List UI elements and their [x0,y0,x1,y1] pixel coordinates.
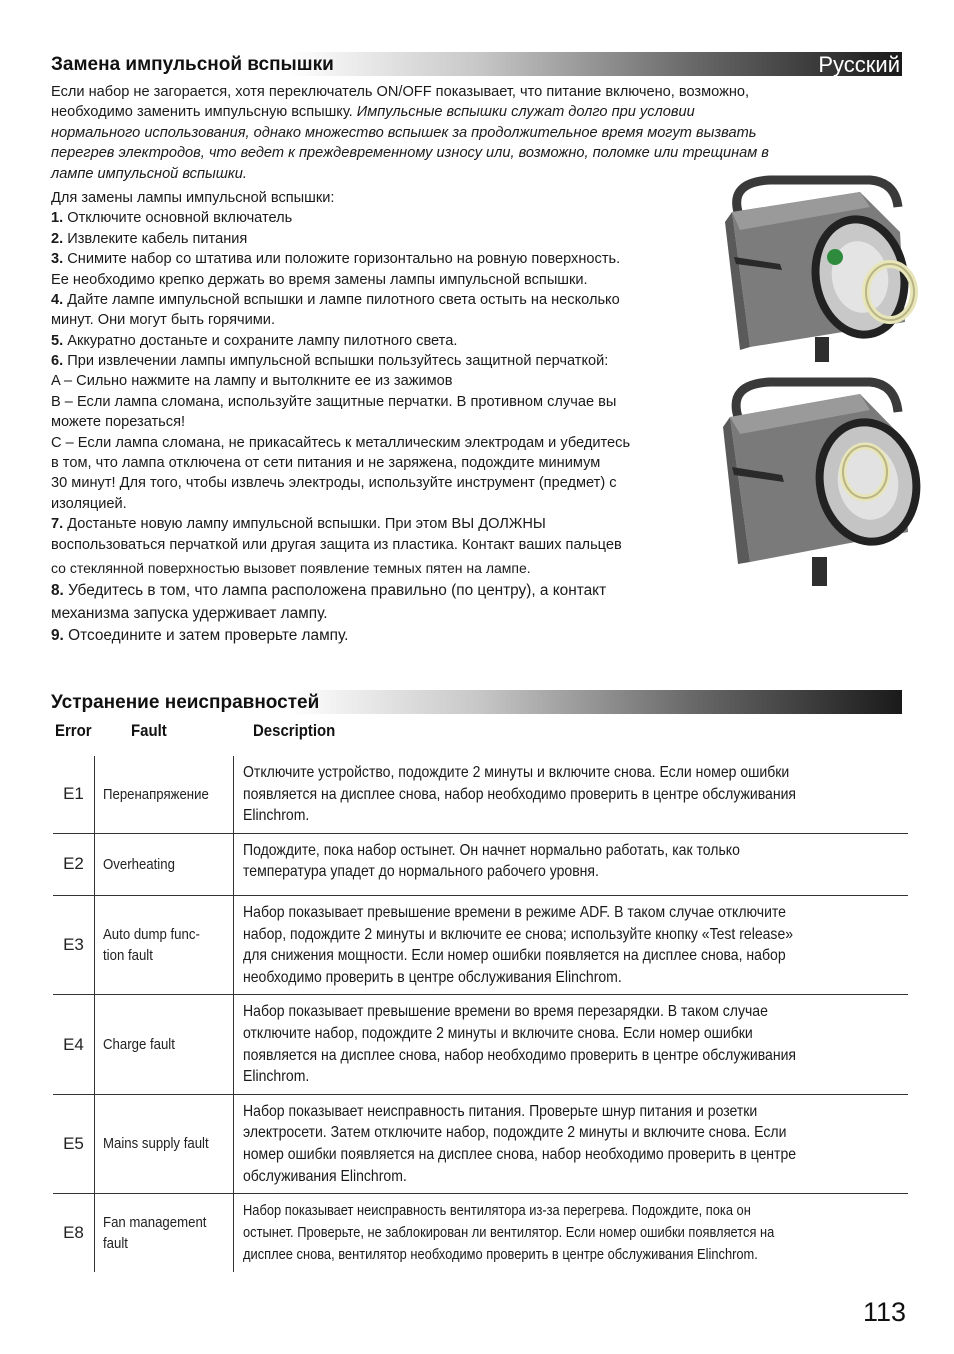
step-6c-cont: в том, что лампа отключена от сети питания и не заряжена, подождите минимум [51,455,601,472]
flash-head-photo-1 [720,172,930,362]
column-header-fault: Fault [131,721,167,740]
step-6c-cont: изоляцией. [51,495,127,512]
error-code: E4 [53,995,95,1093]
section-header-troubleshooting [51,690,902,714]
step-4-cont: минут. Они могут быть горячими. [51,312,276,329]
step-6a: A – Сильно нажмите на лампу и вытолкните ее из зажимов [51,373,453,390]
error-code: E1 [53,756,95,833]
step-2: 2. Извлеките кабель питания [51,230,248,247]
step-7-cont: воспользоваться перчаткой или другая защита из пластика. Контакт ваших пальцев [51,536,622,553]
fault-name: Fan management fault [103,1214,207,1253]
section-title: Замена импульсной вспышки [51,54,334,75]
fault-name: Charge fault [103,1036,175,1054]
fault-description: Набор показывает неисправность питания. Проверьте шнур питания и розетки электросети. Затем отключите набор, подождите 2 минуты и включите снова. Если номер ошибки появляется на дисплее снова, набор необходимо проверить в центре обслуживания Elinchrom. [243,1102,797,1185]
table-row [53,1194,908,1272]
fault-table [53,756,908,1272]
table-row [53,756,908,834]
step-6b-cont: можете порезаться! [51,414,186,431]
step-7-cont: со стеклянной поверхностью вызовет появление темных пятен на лампе. [51,559,531,576]
step-6c-cont: 30 минут! Для того, чтобы извлечь электроды, используйте инструмент (предмет) с [51,475,617,492]
page-number: 113 [862,1297,906,1327]
language-label: Русский [818,52,900,77]
step-3: 3. Снимите набор со штатива или положите горизонтально на ровную поверхность. [51,251,621,268]
step-1: 1. Отключите основной включатель [51,210,293,227]
step-3-cont: Ее необходимо крепко держать во время замены лампы импульсной вспышки. [51,271,588,288]
step-6c: C – Если лампа сломана, не прикасайтесь к металлическим электродам и убедитесь [51,434,631,451]
section-title: Устранение неисправностей [51,692,320,713]
table-row [53,834,908,896]
table-row [53,896,908,995]
fault-name: Перенапряжение [103,785,209,803]
fault-description: Отключите устройство, подождите 2 минуты и включите снова. Если номер ошибки появляется на дисплее снова, набор необходимо проверить в центре обслуживания Elinchrom. [243,764,797,825]
step-4: 4. Дайте лампе импульсной вспышки и лампе пилотного света остыть на несколько [51,291,620,308]
fault-name: Overheating [103,855,175,873]
step-9: 9. Отсоедините и затем проверьте лампу. [51,627,349,645]
error-code: E2 [53,834,95,895]
column-header-error: Error [55,721,92,740]
error-code: E3 [53,896,95,994]
intro-line: лампе импульсной вспышки. [51,165,247,182]
step-8: 8. Убедитесь в том, что лампа расположена правильно (по центру), а контакт [51,582,607,600]
column-header-description: Description [253,721,336,740]
section-header-flash-replacement [51,52,902,76]
fault-description: Набор показывает превышение времени во время перезарядки. В таком случае отключите набор, подождите 2 минуты и включите снова. Если номер ошибки появляется на дисплее снова, набор необходимо проверить в центре обслуживания Elinchrom. [243,1003,797,1086]
intro-line: перегрев электродов, что ведет к преждевременному износу или, возможно, поломке или трещинам в [51,145,769,162]
flash-head-photo-2 [720,372,930,586]
error-code: E5 [53,1095,95,1193]
fault-name: Mains supply fault [103,1135,209,1153]
table-row [53,995,908,1094]
fault-description: Подождите, пока набор остынет. Он начнет нормально работать, как только температура упадет до нормального рабочего уровня. [243,841,740,881]
steps-heading: Для замены лампы импульсной вспышки: [51,189,335,206]
step-8-cont: механизма запуска удерживает лампу. [51,604,328,622]
step-7: 7. Достаньте новую лампу импульсной вспышки. При этом ВЫ ДОЛЖНЫ [51,516,546,533]
error-code: E8 [53,1194,95,1272]
table-row [53,1095,908,1194]
intro-line: нормального использования, однако множество вспышек за продолжительное время могут вызвать [51,124,757,141]
intro-line: необходимо заменить импульсную вспышку. Импульсные вспышки служат долго при условии [51,104,695,121]
table-header [51,721,911,745]
intro-line: Если набор не загорается, хотя переключатель ON/OFF показывает, что питание включено, возможно, [51,84,750,100]
fault-name: Auto dump func- tion fault [103,926,200,965]
step-6: 6. При извлечении лампы импульсной вспышки пользуйтесь защитной перчаткой: [51,353,609,370]
fault-description: Набор показывает превышение времени в режиме ADF. В таком случае отключите набор, подождите 2 минуты и включите ее снова; используйте кнопку «Test release» для снижения мощности. Если номер ошибки появляется на дисплее снова, набор необходимо проверить в центре обслуживания Elinchrom. [243,903,794,986]
step-6b: B – Если лампа сломана, используйте защитные перчатки. В противном случае вы [51,393,617,410]
step-5: 5. Аккуратно достаньте и сохраните лампу пилотного света. [51,332,458,349]
fault-description: Набор показывает неисправность вентилятора из-за перегрева. Подождите, пока он остынет. Проверьте, не заблокирован ли вентилятор. Если номер ошибки появляется на дисплее снова, вентилятор необходимо проверить в центре обслуживания Elinchrom. [243,1203,775,1264]
